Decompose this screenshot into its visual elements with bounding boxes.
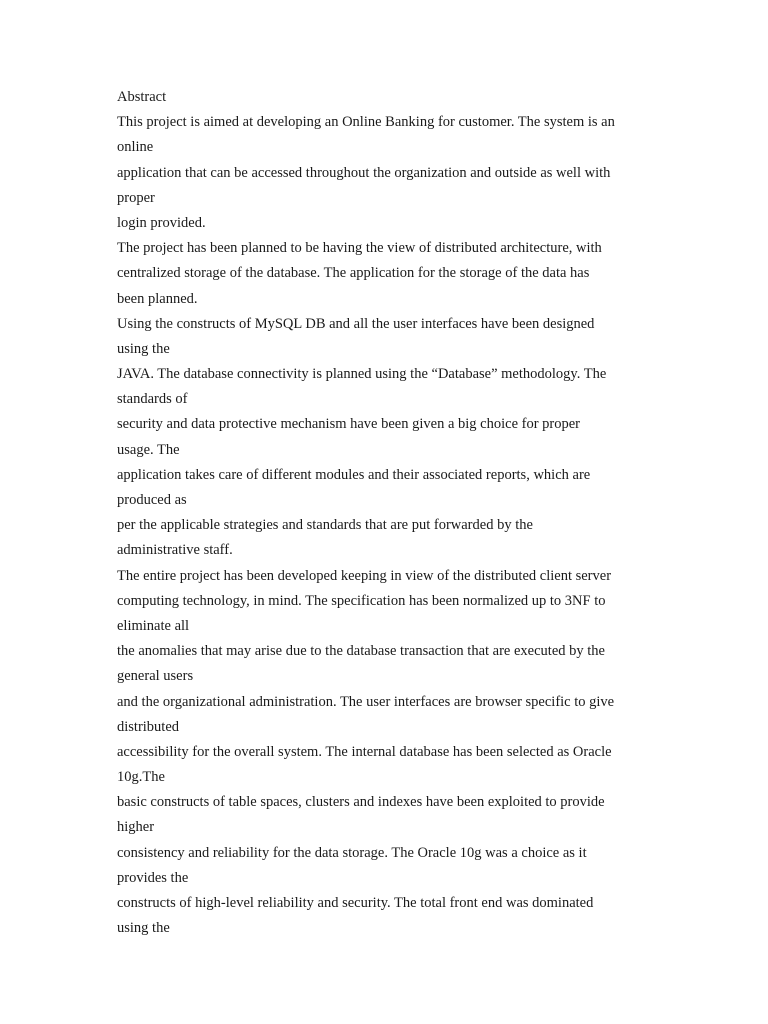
text-line: per the applicable strategies and standards that are put forwarded by the bbox=[117, 517, 533, 534]
text-line: accessibility for the overall system. The internal database has been selected as Oracle bbox=[117, 743, 612, 760]
text-line: online bbox=[117, 139, 154, 156]
text-line: standards of bbox=[117, 391, 188, 408]
text-line: using the bbox=[117, 340, 170, 357]
text-line: been planned. bbox=[117, 290, 198, 307]
text-line: distributed bbox=[117, 718, 180, 735]
text-line: provides the bbox=[117, 869, 189, 886]
text-line: centralized storage of the database. The application for the storage of the data has bbox=[117, 265, 590, 282]
text-line: higher bbox=[117, 819, 155, 836]
text-line: This project is aimed at developing an Online Banking for customer. The system is an bbox=[117, 114, 615, 131]
text-line: proper bbox=[117, 189, 155, 206]
text-line: eliminate all bbox=[117, 617, 190, 634]
text-line: login provided. bbox=[117, 214, 206, 231]
text-line: 10g.The bbox=[117, 769, 165, 786]
text-line: computing technology, in mind. The specification has been normalized up to 3NF to bbox=[117, 592, 606, 609]
text-line: usage. The bbox=[117, 441, 180, 458]
text-line: administrative staff. bbox=[117, 542, 233, 559]
text-line: using the bbox=[117, 920, 170, 937]
text-line: security and data protective mechanism have been given a big choice for proper bbox=[117, 416, 581, 433]
text-line: JAVA. The database connectivity is planned using the “Database” methodology. The bbox=[117, 366, 607, 383]
text-line: constructs of high-level reliability and security. The total front end was dominated bbox=[117, 895, 594, 911]
text-line: application that can be accessed throughout the organization and outside as well with bbox=[117, 164, 611, 181]
text-line: Using the constructs of MySQL DB and all the user interfaces have been designed bbox=[117, 315, 595, 332]
text-line: The entire project has been developed keeping in view of the distributed client server bbox=[117, 567, 612, 584]
text-line: and the organizational administration. The user interfaces are browser specific to give bbox=[117, 693, 615, 710]
abstract-heading: Abstract bbox=[117, 89, 167, 105]
text-line: consistency and reliability for the data storage. The Oracle 10g was a choice as it bbox=[117, 844, 587, 861]
abstract-text bbox=[117, 85, 677, 941]
text-line: general users bbox=[117, 668, 194, 685]
text-line: basic constructs of table spaces, clusters and indexes have been exploited to provide bbox=[117, 794, 605, 811]
text-line: the anomalies that may arise due to the database transaction that are executed by the bbox=[117, 643, 605, 660]
text-line: application takes care of different modules and their associated reports, which are bbox=[117, 466, 591, 483]
text-line: produced as bbox=[117, 492, 187, 508]
text-line: The project has been planned to be having the view of distributed architecture, with bbox=[117, 240, 602, 257]
